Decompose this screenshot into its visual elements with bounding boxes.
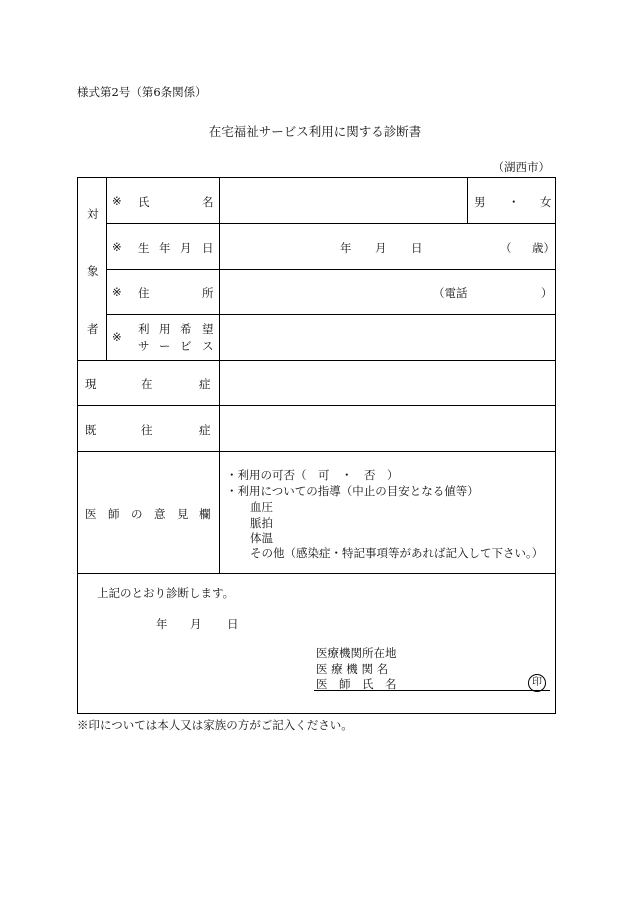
current-illness-label: 現 (85, 377, 97, 391)
doctor-opinion-label: 医 (85, 507, 97, 521)
past-illness-label: 往 (141, 423, 153, 437)
opinion-temperature: 体温 (250, 531, 273, 545)
name-label: 名 (202, 195, 214, 209)
rule (106, 314, 556, 315)
rule (467, 178, 468, 223)
form-number: 様式第2号（第6条関係） (77, 85, 207, 99)
institution-name-label: 医 療 機 関 名 (316, 662, 389, 676)
sex-separator: ・ (508, 195, 520, 209)
footer-note: ※印については本人又は家族の方がご記入ください。 (77, 718, 353, 732)
birth-day-unit: 日 (411, 241, 423, 255)
address-label: 住 (138, 286, 150, 300)
cert-year-unit: 年 (156, 617, 168, 631)
certification-statement: 上記のとおり診断します。 (97, 586, 235, 600)
past-illness-label: 症 (199, 423, 211, 437)
sex-male[interactable]: 男 (474, 195, 486, 209)
birth-label: 年 (159, 241, 171, 255)
current-illness-label: 在 (141, 377, 153, 391)
name-label: 氏 (138, 195, 150, 209)
birth-label: 日 (202, 241, 214, 255)
rule (78, 405, 556, 406)
address-label: 所 (202, 286, 214, 300)
doctor-name-label: 医 師 氏 名 (316, 677, 397, 691)
subject-group-char: 対 (87, 207, 99, 221)
past-illness-label: 既 (85, 423, 97, 437)
rule (106, 178, 107, 360)
age-unit: 歳） (532, 241, 555, 255)
service-label: 希 (180, 322, 192, 336)
birth-month-unit: 月 (375, 241, 387, 255)
diagnosis-form-table (77, 177, 556, 714)
birth-label: 月 (180, 241, 192, 255)
required-mark: ※ (112, 330, 122, 344)
sex-female[interactable]: 女 (540, 195, 552, 209)
doctor-opinion-label: 意 (154, 507, 166, 521)
rule (106, 223, 556, 224)
required-mark: ※ (112, 285, 122, 299)
required-mark: ※ (112, 240, 122, 254)
doctor-opinion-label: 見 (177, 507, 189, 521)
opinion-availability: ・利用の可否（ 可 ・ 否 ） (226, 468, 399, 482)
doctor-opinion-label: の (131, 507, 143, 521)
service-label: サ (138, 339, 150, 353)
doctor-opinion-label: 師 (108, 507, 120, 521)
rule (78, 573, 556, 574)
document-title: 在宅福祉サービス利用に関する診断書 (208, 124, 422, 139)
seal-mark: 印 (528, 674, 546, 692)
cert-day-unit: 日 (227, 617, 239, 631)
service-label: 用 (159, 322, 171, 336)
rule (78, 360, 556, 361)
service-label: 望 (202, 322, 214, 336)
rule (106, 269, 556, 270)
service-label: 利 (138, 322, 150, 336)
opinion-guidance: ・利用についての指導（中止の目安となる値等） (226, 484, 479, 498)
doctor-opinion-label: 欄 (199, 507, 211, 521)
subject-group-char: 者 (87, 322, 99, 336)
service-label: ー (159, 339, 171, 353)
phone-open: （電話 (433, 286, 468, 300)
opinion-other: その他（感染症・特記事項等があれば記入して下さい。） (250, 546, 544, 560)
rule (78, 451, 556, 452)
age-open: （ (500, 241, 512, 255)
birth-label: 生 (138, 241, 150, 255)
city-name: （湖西市） (492, 160, 550, 174)
current-illness-label: 症 (199, 377, 211, 391)
signature-line (314, 690, 550, 691)
required-mark: ※ (112, 194, 122, 208)
service-label: ス (202, 339, 214, 353)
opinion-blood-pressure: 血圧 (250, 500, 273, 514)
cert-month-unit: 月 (190, 617, 202, 631)
service-label: ビ (180, 339, 192, 353)
subject-group-char: 象 (87, 264, 99, 278)
institution-address-label: 医療機関所在地 (316, 646, 397, 660)
phone-close: ） (541, 286, 553, 300)
rule (219, 178, 220, 573)
birth-year-unit: 年 (340, 241, 352, 255)
opinion-pulse: 脈拍 (250, 516, 273, 530)
